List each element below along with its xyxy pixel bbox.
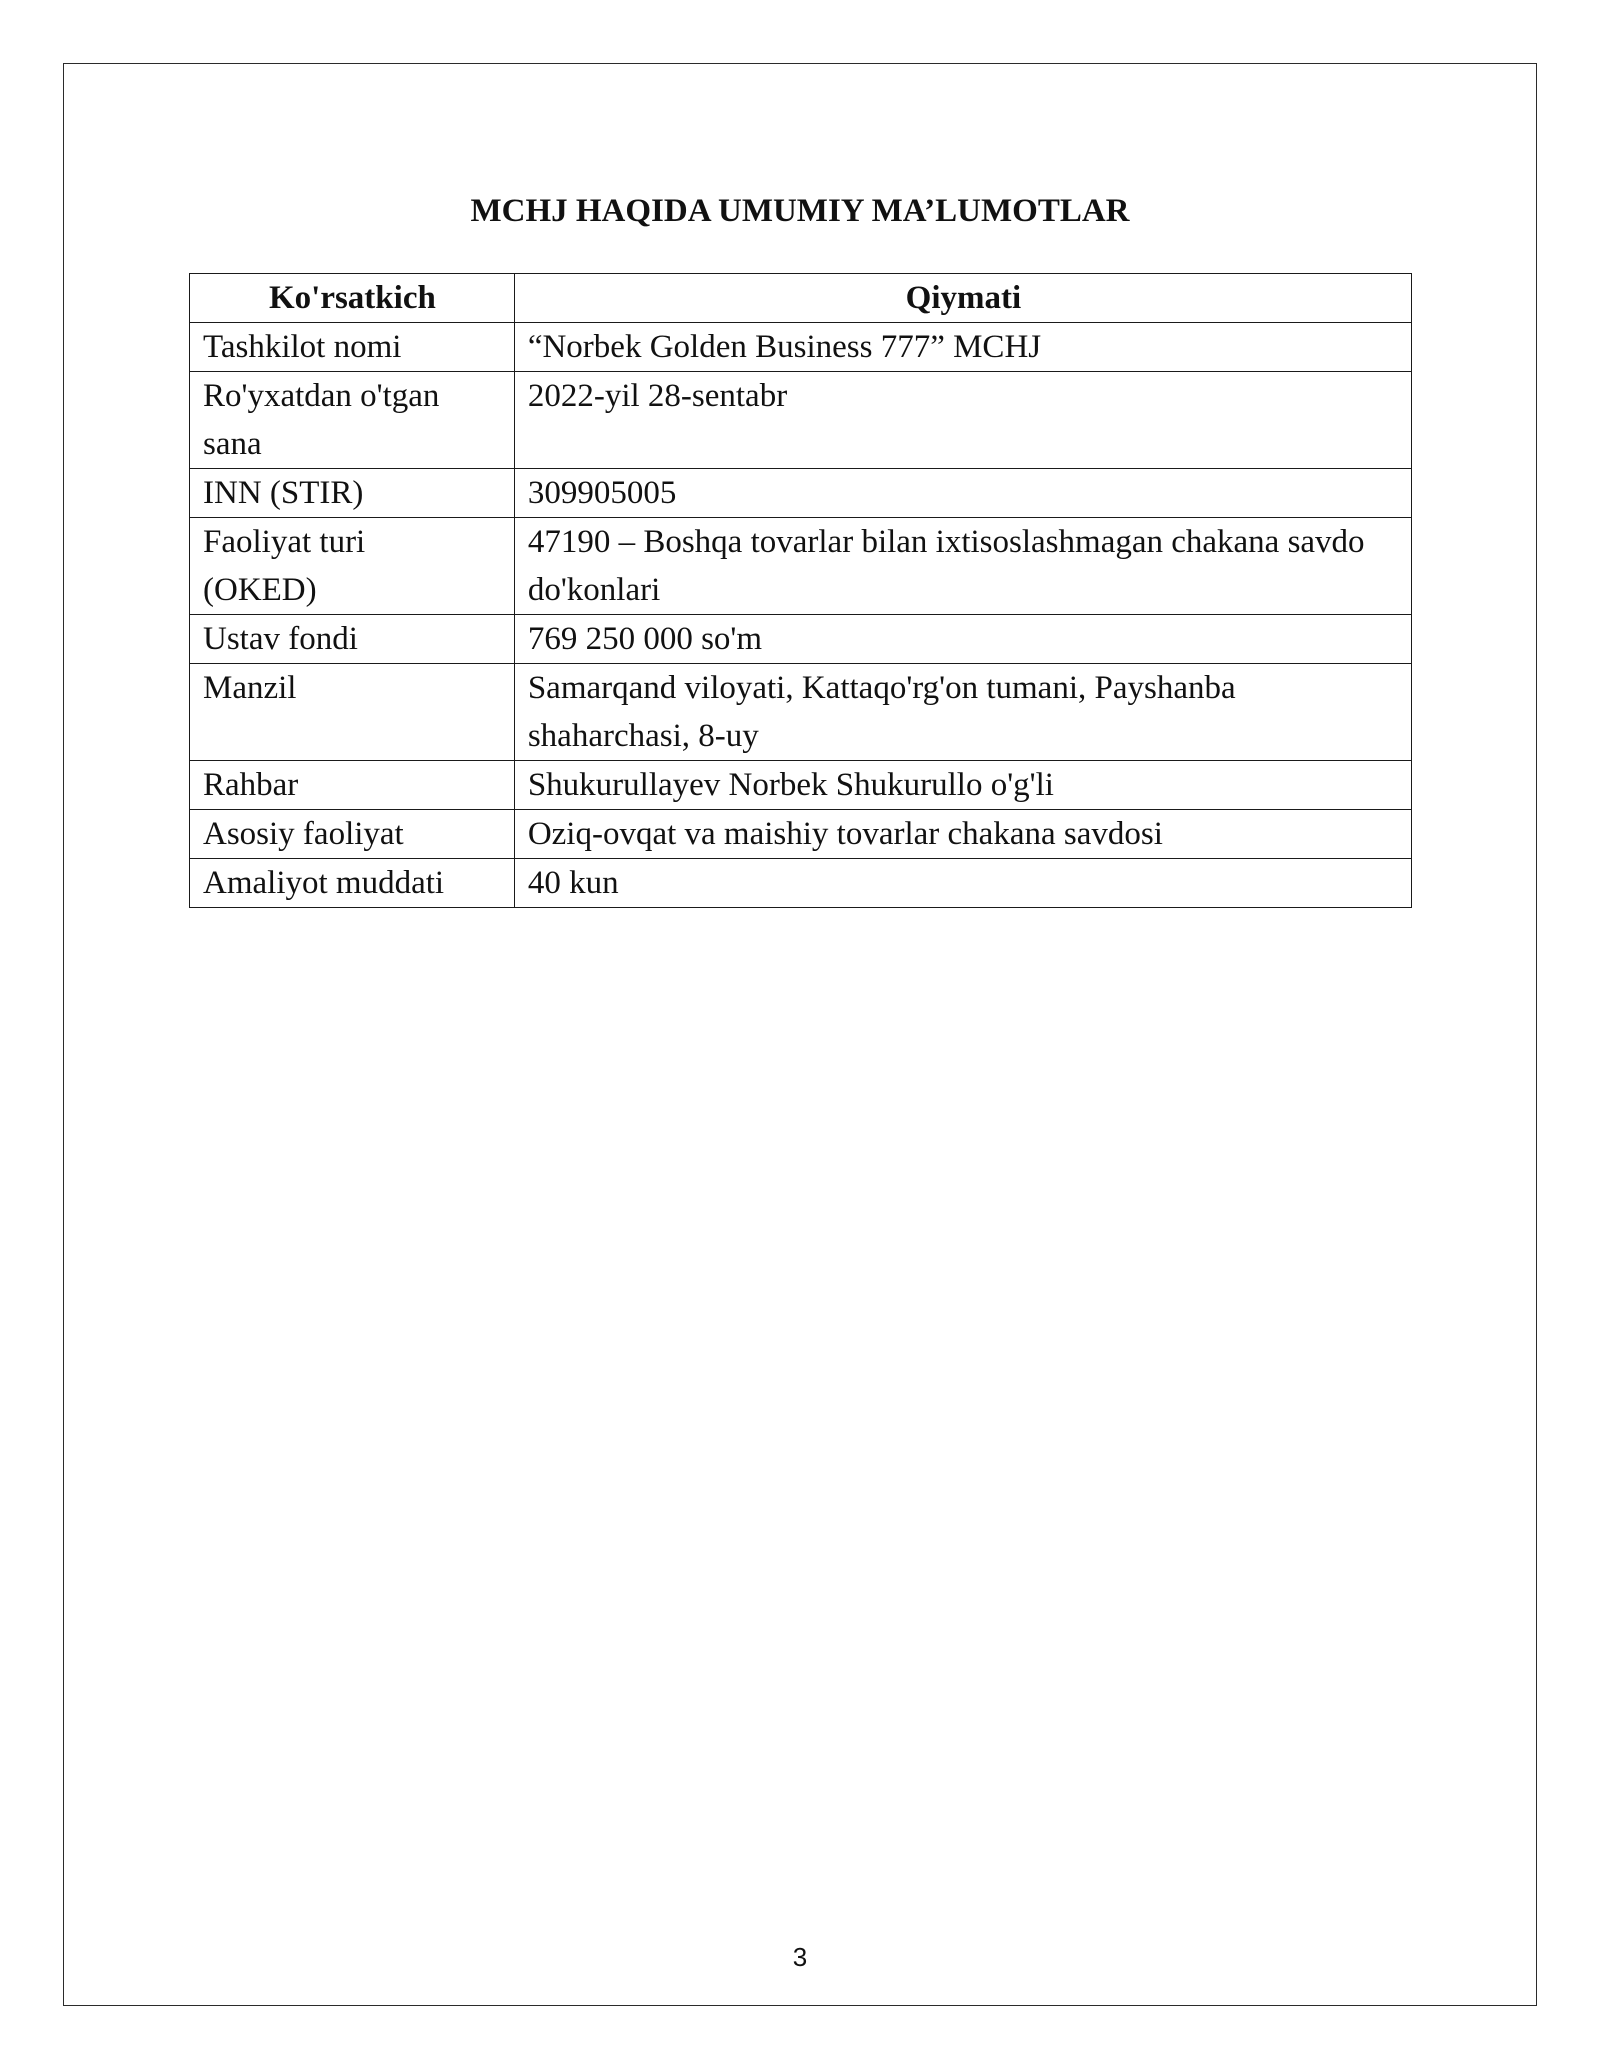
- table-header-row: [190, 274, 1412, 323]
- row-value: 309905005: [514, 469, 1411, 518]
- row-label: Faoliyat turi (OKED): [190, 518, 515, 615]
- table-row: [190, 810, 1412, 859]
- table-row: [190, 615, 1412, 664]
- table-row: [190, 469, 1412, 518]
- column-header-indicator: Ko'rsatkich: [190, 274, 515, 323]
- row-label: Amaliyot muddati: [190, 859, 515, 908]
- row-value: 40 kun: [514, 859, 1411, 908]
- table-row: [190, 761, 1412, 810]
- row-label: Manzil: [190, 664, 515, 761]
- table-row: [190, 372, 1412, 469]
- row-value: Shukurullayev Norbek Shukurullo o'g'li: [514, 761, 1411, 810]
- row-label: Rahbar: [190, 761, 515, 810]
- row-value: 2022-yil 28-sentabr: [514, 372, 1411, 469]
- company-info-table: [189, 273, 1412, 908]
- row-value: 47190 – Boshqa tovarlar bilan ixtisoslashmagan chakana savdo do'konlari: [514, 518, 1411, 615]
- row-value: “Norbek Golden Business 777” MCHJ: [514, 323, 1411, 372]
- table-row: [190, 518, 1412, 615]
- row-label: Asosiy faoliyat: [190, 810, 515, 859]
- row-label: INN (STIR): [190, 469, 515, 518]
- row-label: Tashkilot nomi: [190, 323, 515, 372]
- row-label: Ro'yxatdan o'tgan sana: [190, 372, 515, 469]
- table-row: [190, 664, 1412, 761]
- document-title: MCHJ HAQIDA UMUMIY MA’LUMOTLAR: [470, 193, 1130, 229]
- row-value: Samarqand viloyati, Kattaqo'rg'on tumani, Payshanba shaharchasi, 8-uy: [514, 664, 1411, 761]
- column-header-value: Qiymati: [514, 274, 1411, 323]
- table-row: [190, 859, 1412, 908]
- row-value: 769 250 000 so'm: [514, 615, 1411, 664]
- page-number: 3: [792, 1942, 808, 1972]
- row-value: Oziq-ovqat va maishiy tovarlar chakana savdosi: [514, 810, 1411, 859]
- table-row: [190, 323, 1412, 372]
- row-label: Ustav fondi: [190, 615, 515, 664]
